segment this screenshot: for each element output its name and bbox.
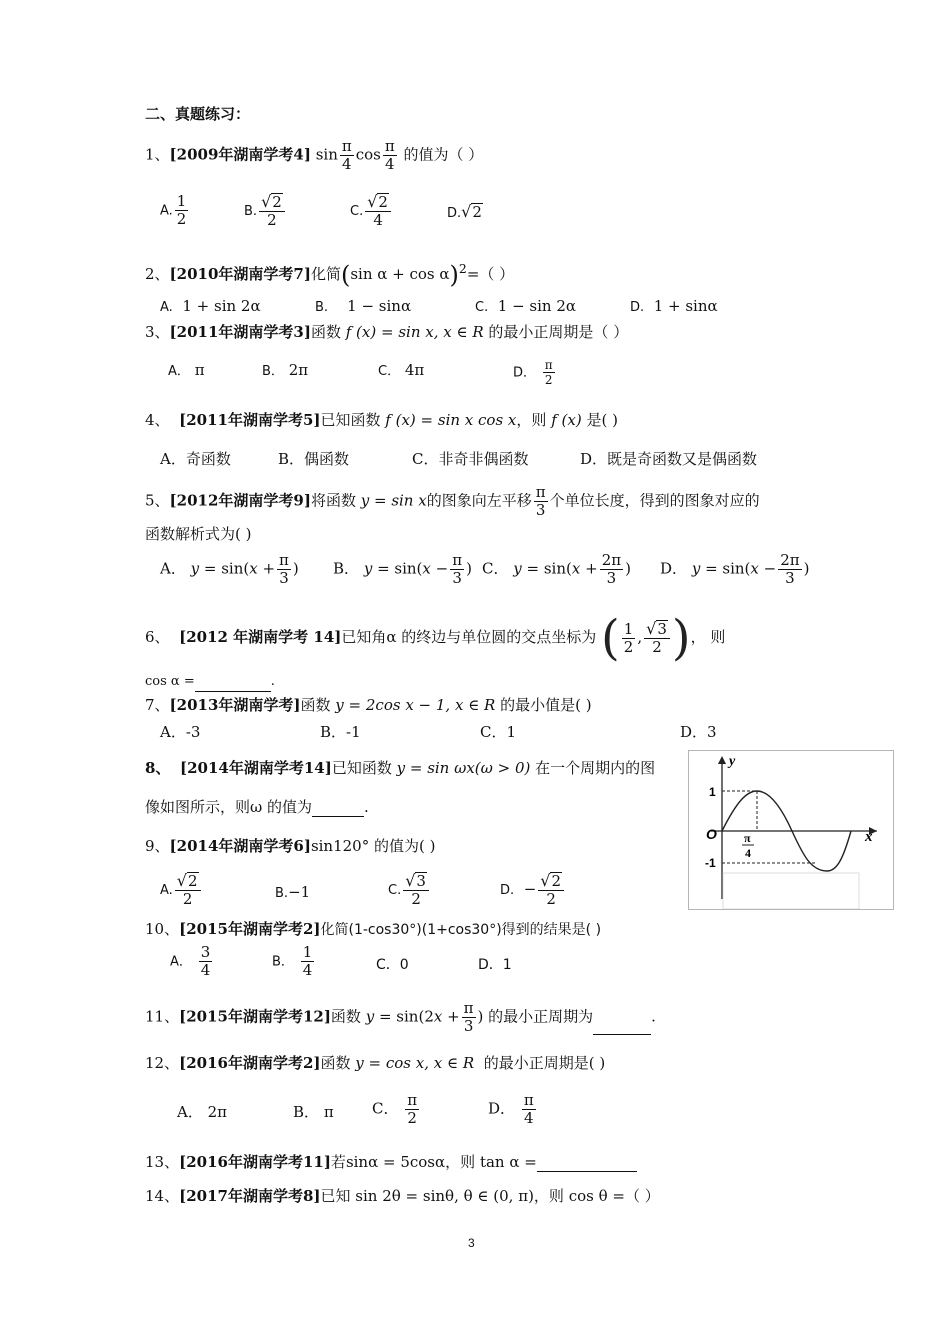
question-6: 6、 [2012 年湖南学考 14]已知角α 的终边与单位圆的交点坐标为 ( $\frac{1}{2}$ , √ 3 2 )， 则 — [145, 610, 726, 666]
question-8: 8、 [2014年湖南学考14]已知函数 y = sin ωx(ω > 0) 在一个周期内的图 — [145, 759, 656, 777]
tick-minus-1-label: -1 — [705, 856, 716, 870]
question-5: 5、[2012年湖南学考9]将函数 y = sin x的图象向左平移 $\frac{\pi}{3}$ 个单位长度，得到的图象对应的 — [145, 483, 760, 519]
q7-option-c: C．1 — [480, 723, 517, 741]
q10-option-d: D．1 — [478, 957, 512, 973]
q7-option-b: B．-1 — [320, 723, 361, 741]
question-3: 3、[2011年湖南学考3]函数 f (x) = sin x, x ∈ R 的最小正周期是（ ） — [145, 323, 629, 341]
q4-option-d: D．既是奇函数又是偶函数 — [580, 450, 758, 468]
question-13: 13、[2016年湖南学考11]若sinα = 5cosα，则 tan α = — [145, 1152, 637, 1172]
question-6-line2: cos α = . — [145, 672, 275, 692]
q1-option-a: A. $\frac{1}{2}$ — [160, 192, 187, 228]
q7-option-a: A．-3 — [160, 723, 201, 741]
q12-option-a: A． 2π — [177, 1103, 228, 1121]
q1-option-d: D. √ 2 — [447, 202, 482, 221]
q1-option-b: B. √ 2 2 — [244, 193, 287, 229]
blank-patch — [723, 873, 859, 909]
q2-option-c: C. 1 − sin 2α — [475, 297, 577, 315]
q9-option-d: D. − √ 2 2 — [500, 872, 566, 908]
section-title: 二、真题练习： — [145, 105, 251, 123]
tick-4-label: 4 — [745, 846, 751, 860]
q9-option-c: C. √ 3 2 — [388, 872, 431, 908]
origin-label: O — [706, 826, 717, 842]
q12-option-b: B． π — [293, 1103, 334, 1121]
q4-option-c: C．非奇非偶函数 — [412, 450, 529, 468]
tick-pi-label: π — [744, 831, 751, 845]
q5-option-a: A． y = sin(x + $\frac{\pi}{3}$ ) — [160, 551, 299, 587]
y-label: y — [729, 754, 736, 769]
question-12: 12、[2016年湖南学考2]函数 y = cos x, x ∈ R 的最小正周期是( ) — [145, 1054, 606, 1072]
q12-option-d: D． $\frac{\pi}{4}$ — [488, 1091, 534, 1127]
question-9: 9、[2014年湖南学考6]sin120° 的值为( ) — [145, 837, 436, 855]
q5-option-d: D． y = sin(x − $\frac{2\pi}{3}$ ) — [660, 551, 810, 587]
q3-option-d: D． $\frac{\pi}{2}$ — [513, 358, 553, 387]
q10-option-c: C．0 — [376, 957, 409, 973]
question-5-line2: 函数解析式为( ) — [145, 525, 252, 543]
question-7: 7、[2013年湖南学考]函数 y = 2cos x − 1, x ∈ R 的最小值是( ) — [145, 696, 592, 714]
question-2: 2、[2010年湖南学考7]化简(sin α + cos α)$^2$=（ ） — [145, 261, 515, 289]
q9-option-a: A. √ 2 2 — [160, 872, 203, 908]
q2-option-b: B. 1 − sinα — [315, 297, 412, 315]
q4-option-a: A．奇函数 — [160, 450, 231, 468]
q9-option-b: B.−1 — [275, 883, 311, 901]
q7-option-d: D．3 — [680, 723, 717, 741]
q1-option-c: C. √ 2 4 — [350, 193, 393, 229]
q10-option-b: B． $\frac{1}{4}$ — [272, 943, 313, 979]
q5-option-c: C． y = sin(x + $\frac{2\pi}{3}$ ) — [482, 551, 631, 587]
sine-graph — [689, 751, 893, 909]
question-1: 1、[2009年湖南学考4] sin $\frac{\pi}{4}$ cos $\frac{\pi}{4}$ 的值为（ ） — [145, 137, 484, 173]
x-label: x — [865, 829, 873, 845]
tick-1-label: 1 — [709, 785, 716, 799]
q2-option-d: D. 1 + sinα — [630, 297, 718, 315]
q3-option-b: B． 2π — [262, 361, 309, 379]
y-axis-arrow — [718, 756, 726, 764]
page-number: 3 — [468, 1236, 475, 1250]
question-4: 4、 [2011年湖南学考5]已知函数 f (x) = sin x cos x，则 f (x) 是( ) — [145, 411, 618, 429]
q12-option-c: C． $\frac{\pi}{2}$ — [372, 1091, 418, 1127]
q2-option-a: A. 1 + sin 2α — [160, 297, 261, 315]
q5-option-b: B． y = sin(x − $\frac{\pi}{3}$ ) — [333, 551, 472, 587]
q4-option-b: B．偶函数 — [278, 450, 350, 468]
q10-option-a: A． $\frac{3}{4}$ — [170, 943, 211, 979]
question-8-line2: 像如图所示，则ω 的值为 . — [145, 798, 369, 816]
q3-option-a: A． π — [168, 361, 205, 379]
q3-option-c: C． 4π — [378, 361, 425, 379]
question-11: 11、[2015年湖南学考12]函数 y = sin(2x + $\frac{\pi}{3}$ ) 的最小正周期为 . — [145, 999, 656, 1035]
sine-graph-figure — [688, 750, 894, 910]
question-14: 14、[2017年湖南学考8]已知 sin 2θ = sinθ, θ ∈ (0, π)，则 cos θ =（ ） — [145, 1187, 660, 1205]
question-10: 10、[2015年湖南学考2]化简(1-cos30°)(1+cos30°)得到的结果是( ) — [145, 920, 602, 938]
